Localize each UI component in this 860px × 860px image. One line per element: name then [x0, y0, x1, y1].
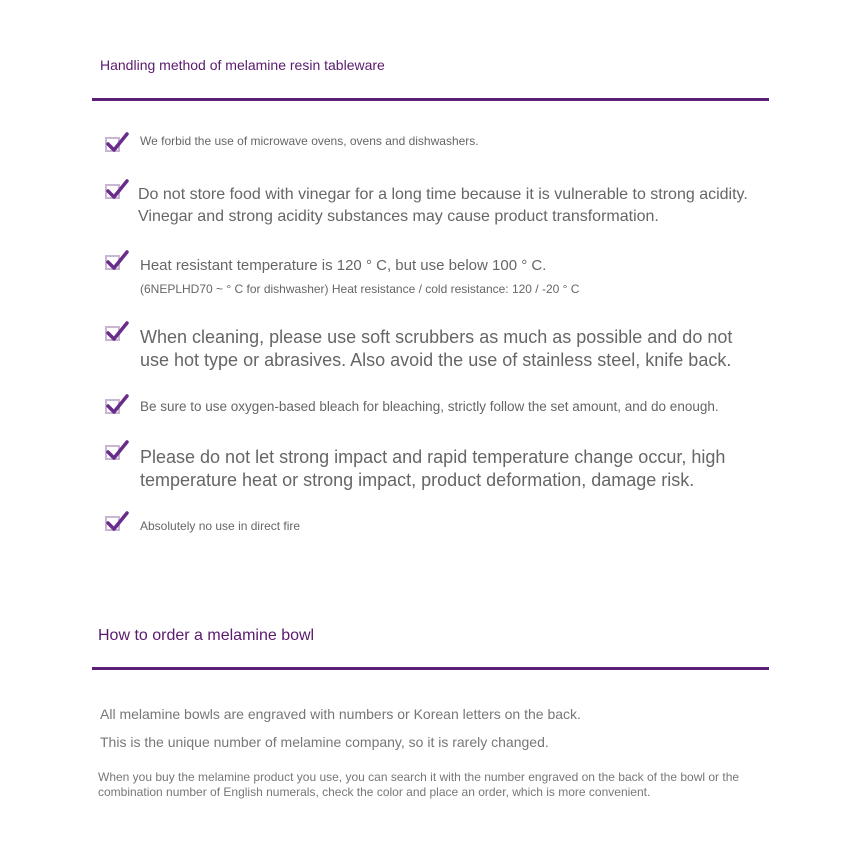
- checkbox-checked-icon: [104, 512, 128, 534]
- list-item-text: Do not store food with vinegar for a long time because it is vulnerable to strong acidity. Vinegar and strong acidity substances may cause product transformation.: [138, 186, 748, 225]
- checkbox-checked-icon: [104, 322, 128, 344]
- order-paragraph: When you buy the melamine product you use, you can search it with the number engraved on the back of the bowl or the combination number of English numerals, check the color and place an order, which is more convenient.: [98, 770, 740, 799]
- order-paragraph: All melamine bowls are engraved with numbers or Korean letters on the back.: [100, 706, 581, 722]
- checkbox-checked-icon: [104, 180, 128, 202]
- section-handling-divider: [92, 98, 769, 101]
- section-order-title: How to order a melamine bowl: [98, 627, 315, 644]
- list-item-text: Heat resistant temperature is 120 ° C, but use below 100 ° C.: [140, 257, 547, 274]
- list-item-subtext: (6NEPLHD70 ~ ° C for dishwasher) Heat resistance / cold resistance: 120 / -20 ° C: [140, 282, 580, 296]
- checkbox-checked-icon: [104, 133, 128, 155]
- section-order-divider: [92, 667, 769, 670]
- checkbox-checked-icon: [104, 251, 128, 273]
- list-item-text: We forbid the use of microwave ovens, ovens and dishwashers.: [140, 134, 479, 148]
- order-paragraph: This is the unique number of melamine company, so it is rarely changed.: [100, 734, 549, 750]
- list-item-text: Be sure to use oxygen-based bleach for bleaching, strictly follow the set amount, and do enough.: [140, 399, 719, 414]
- section-handling-title: Handling method of melamine resin tableware: [100, 57, 385, 73]
- list-item-text: When cleaning, please use soft scrubbers as much as possible and do not use hot type or abrasives. Also avoid the use of stainless steel, knife back.: [140, 327, 733, 370]
- checkbox-checked-icon: [104, 441, 128, 463]
- list-item-text: Please do not let strong impact and rapid temperature change occur, high temperature heat or strong impact, product deformation, damage risk.: [140, 447, 726, 490]
- list-item-text: Absolutely no use in direct fire: [140, 519, 301, 533]
- checkbox-checked-icon: [104, 395, 128, 417]
